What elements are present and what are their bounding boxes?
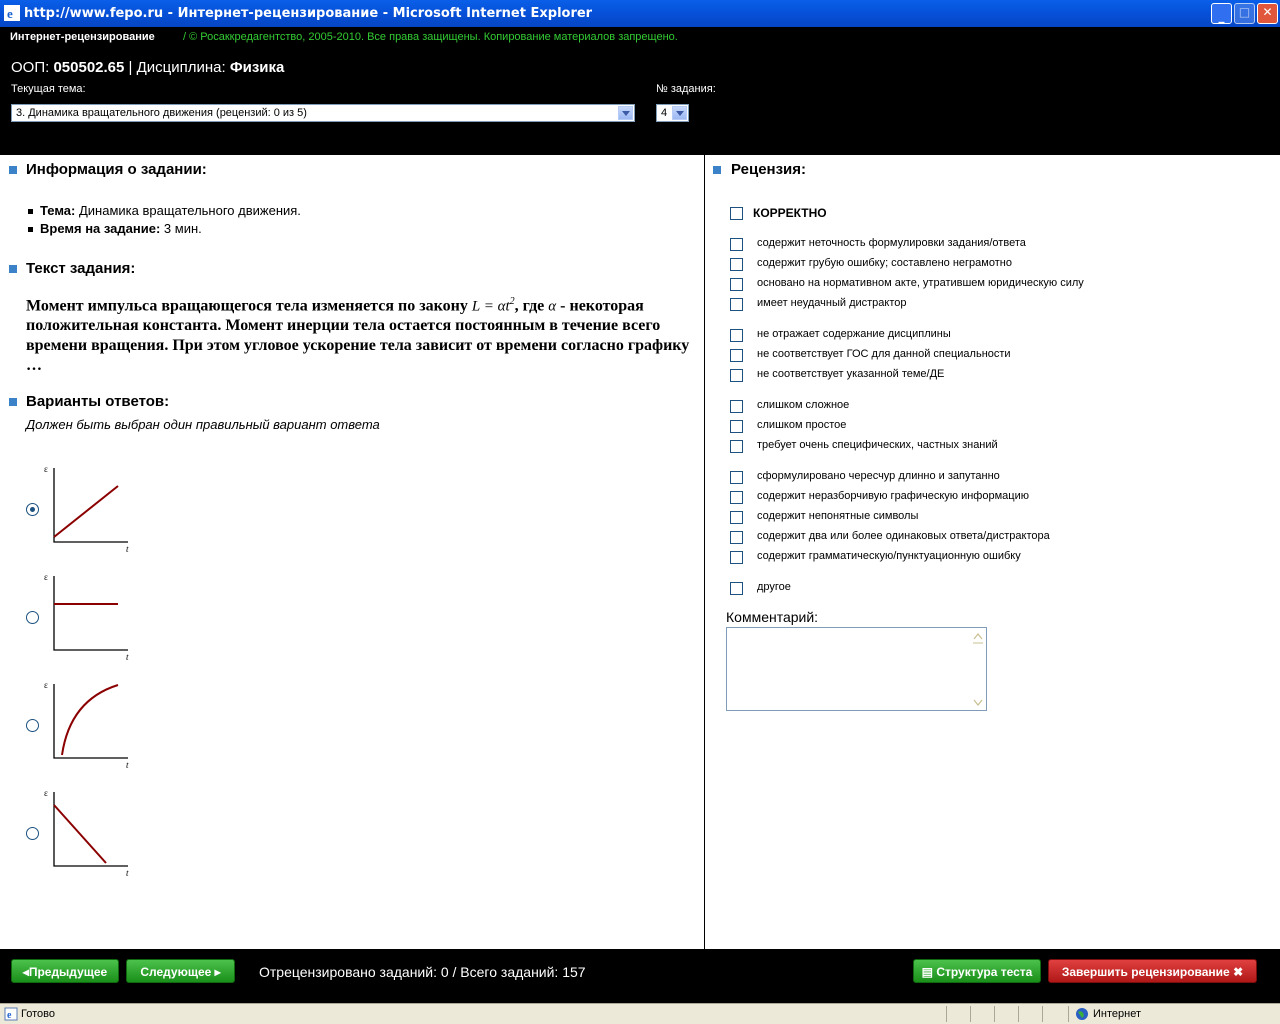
correct-label: КОРРЕКТНО	[753, 206, 827, 220]
review-checkbox-13[interactable]	[730, 511, 743, 524]
review-criterion-label: содержит два или более одинаковых ответа/дистрактора	[757, 530, 1050, 542]
correct-checkbox[interactable]	[730, 207, 743, 220]
internet-explorer-icon	[4, 5, 20, 21]
review-criterion-label: основано на нормативном акте, утратившем юридическую силу	[757, 277, 1084, 289]
review-checkbox-7[interactable]	[730, 369, 743, 382]
task-info-heading: Информация о задании:	[26, 161, 207, 178]
answer-graph-2	[42, 572, 137, 662]
review-criterion-label: требует очень специфических, частных знаний	[757, 439, 998, 451]
page-icon	[4, 1007, 18, 1021]
graph-curve	[54, 805, 106, 863]
review-checkbox-16[interactable]	[730, 582, 743, 595]
review-criterion-label: слишком простое	[757, 419, 847, 431]
finish-review-label: Завершить рецензирование	[1061, 965, 1230, 979]
close-icon: ✖	[1233, 965, 1244, 979]
review-checkbox-8[interactable]	[730, 400, 743, 413]
axis-x-label: t	[126, 652, 129, 662]
axis-y-label: ε	[44, 464, 48, 474]
review-criterion-label: содержит непонятные символы	[757, 510, 919, 522]
review-criterion-label: не отражает содержание дисциплины	[757, 328, 951, 340]
task-text	[26, 292, 696, 376]
axis-y-label: ε	[44, 680, 48, 690]
answers-hint: Должен быть выбран один правильный вариант ответа	[26, 417, 380, 432]
review-checkbox-3[interactable]	[730, 278, 743, 291]
status-text: Готово	[21, 1008, 55, 1020]
next-button[interactable]	[126, 959, 235, 983]
oop-discipline	[11, 59, 284, 76]
task-text-part3: - некоторая положительная константа. Момент инерции тела остается постоянным в течение всего времени вращения. При этом угловое ускорение тела зависит от времени согласно графику …	[26, 297, 690, 375]
graph-curve	[62, 685, 118, 755]
close-window-button[interactable]	[1257, 3, 1278, 24]
answer-radio-2[interactable]	[26, 611, 39, 624]
task-time-line	[28, 221, 202, 236]
graph-axes	[54, 468, 128, 542]
comment-textarea[interactable]	[726, 627, 987, 711]
section-bullet-icon	[713, 166, 721, 174]
test-structure-label: Структура теста	[936, 965, 1033, 979]
review-criterion-label: не соответствует ГОС для данной специальности	[757, 348, 1011, 360]
review-criterion-label: не соответствует указанной теме/ДЕ	[757, 368, 945, 380]
task-alpha: α	[548, 298, 557, 315]
arrow-left-icon: ◂	[22, 965, 29, 979]
axis-x-label: t	[126, 760, 129, 770]
review-criterion-label: слишком сложное	[757, 399, 850, 411]
footer-bar	[0, 949, 1280, 1003]
svg-text:e: e	[7, 6, 13, 21]
globe-icon	[1075, 1007, 1089, 1021]
section-bullet-icon	[9, 398, 17, 406]
review-checkbox-11[interactable]	[730, 471, 743, 484]
task-topic-line	[28, 203, 301, 218]
axis-x-label: t	[126, 868, 129, 878]
graph-axes	[54, 684, 128, 758]
comment-label: Комментарий:	[726, 609, 819, 625]
previous-label: Предыдущее	[28, 965, 108, 979]
task-text-heading: Текст задания:	[26, 260, 136, 277]
graph-curve	[54, 486, 118, 537]
minimize-icon: _	[1218, 9, 1225, 23]
oop-label: ООП:	[11, 59, 54, 76]
finish-review-button[interactable]	[1048, 959, 1257, 983]
status-divider	[1042, 1006, 1043, 1022]
axis-y-label: ε	[44, 788, 48, 798]
answer-radio-3[interactable]	[26, 719, 39, 732]
list-bullet-icon	[28, 227, 33, 232]
review-checkbox-9[interactable]	[730, 420, 743, 433]
review-criterion-label: другое	[757, 581, 791, 593]
task-time-key: Время на задание:	[40, 221, 161, 236]
topic-select[interactable]	[11, 104, 635, 122]
window-title: http://www.fepo.ru - Интернет-рецензирование - Microsoft Internet Explorer	[24, 6, 593, 21]
brand-title: Интернет-рецензирование	[10, 31, 155, 43]
review-checkbox-12[interactable]	[730, 491, 743, 504]
list-bullet-icon	[28, 209, 33, 214]
review-checkbox-1[interactable]	[730, 238, 743, 251]
graph-axes	[54, 792, 128, 866]
graph-axes	[54, 576, 128, 650]
textarea-scrollbar[interactable]	[970, 628, 986, 710]
chevron-down-icon[interactable]	[618, 106, 633, 120]
answer-radio-1[interactable]	[26, 503, 39, 516]
axis-y-label: ε	[44, 572, 48, 582]
task-number-label: № задания:	[656, 83, 716, 95]
topic-select-value: 3. Динамика вращательного движения (рецензий: 0 из 5)	[16, 107, 307, 119]
answer-radio-4[interactable]	[26, 827, 39, 840]
axis-x-label: t	[126, 544, 129, 554]
status-divider	[1018, 1006, 1019, 1022]
review-checkbox-6[interactable]	[730, 349, 743, 362]
review-checkbox-5[interactable]	[730, 329, 743, 342]
status-bar	[0, 1003, 1280, 1024]
security-zone: Интернет	[1093, 1008, 1141, 1020]
column-divider	[704, 155, 705, 949]
review-stats: Отрецензировано заданий: 0 / Всего заданий: 157	[259, 964, 586, 980]
review-checkbox-15[interactable]	[730, 551, 743, 564]
maximize-button[interactable]	[1234, 3, 1255, 24]
review-criterion-label: содержит грамматическую/пунктуационную ошибку	[757, 550, 1021, 562]
answer-graph-1	[42, 464, 137, 554]
answer-graph-3	[42, 680, 137, 770]
task-text-part2: , где	[514, 297, 549, 315]
previous-button[interactable]	[11, 959, 119, 983]
review-checkbox-4[interactable]	[730, 298, 743, 311]
next-label: Следующее	[140, 965, 212, 979]
review-criterion-label: содержит неразборчивую графическую информацию	[757, 490, 1029, 502]
arrow-right-icon: ▸	[214, 965, 221, 979]
review-checkbox-2[interactable]	[730, 258, 743, 271]
svg-text:e: e	[7, 1010, 12, 1021]
discipline-value: Физика	[229, 59, 285, 76]
task-topic-value: Динамика вращательного движения.	[75, 203, 301, 218]
maximize-icon: □	[1238, 5, 1251, 19]
task-number-select[interactable]	[656, 104, 689, 122]
close-icon: ✕	[1262, 5, 1273, 19]
review-checkbox-10[interactable]	[730, 440, 743, 453]
discipline-label: | Дисциплина:	[124, 59, 230, 76]
status-divider	[1068, 1006, 1069, 1022]
status-divider	[970, 1006, 971, 1022]
window-titlebar	[0, 0, 1280, 27]
section-bullet-icon	[9, 166, 17, 174]
minimize-button[interactable]	[1211, 3, 1232, 24]
answers-heading: Варианты ответов:	[26, 393, 170, 410]
task-formula: L = αt	[471, 298, 510, 315]
status-divider	[994, 1006, 995, 1022]
chevron-down-icon[interactable]	[672, 106, 687, 120]
task-text-part1: Момент импульса вращающегося тела изменяется по закону	[26, 297, 472, 315]
topic-label: Текущая тема:	[11, 83, 86, 95]
review-checkbox-14[interactable]	[730, 531, 743, 544]
copyright-text: / © Росаккредагентство, 2005-2010. Все права защищены. Копирование материалов запрещено.	[183, 31, 678, 43]
answer-graph-4	[42, 788, 137, 878]
status-divider	[946, 1006, 947, 1022]
document-icon: ▤	[921, 965, 933, 979]
review-heading: Рецензия:	[731, 161, 807, 178]
task-topic-key: Тема:	[40, 203, 76, 218]
review-criterion-label: содержит неточность формулировки задания/ответа	[757, 237, 1026, 249]
task-number-value: 4	[661, 107, 668, 119]
task-time-value: 3 мин.	[160, 221, 202, 236]
section-bullet-icon	[9, 265, 17, 273]
review-criterion-label: сформулировано чересчур длинно и запутанно	[757, 470, 1000, 482]
oop-value: 050502.65	[53, 59, 125, 76]
test-structure-button[interactable]	[913, 959, 1041, 983]
review-criterion-label: содержит грубую ошибку; составлено неграмотно	[757, 257, 1012, 269]
review-criterion-label: имеет неудачный дистрактор	[757, 297, 907, 309]
page-header	[0, 27, 1280, 155]
task-formula-exponent: 2	[509, 296, 515, 307]
